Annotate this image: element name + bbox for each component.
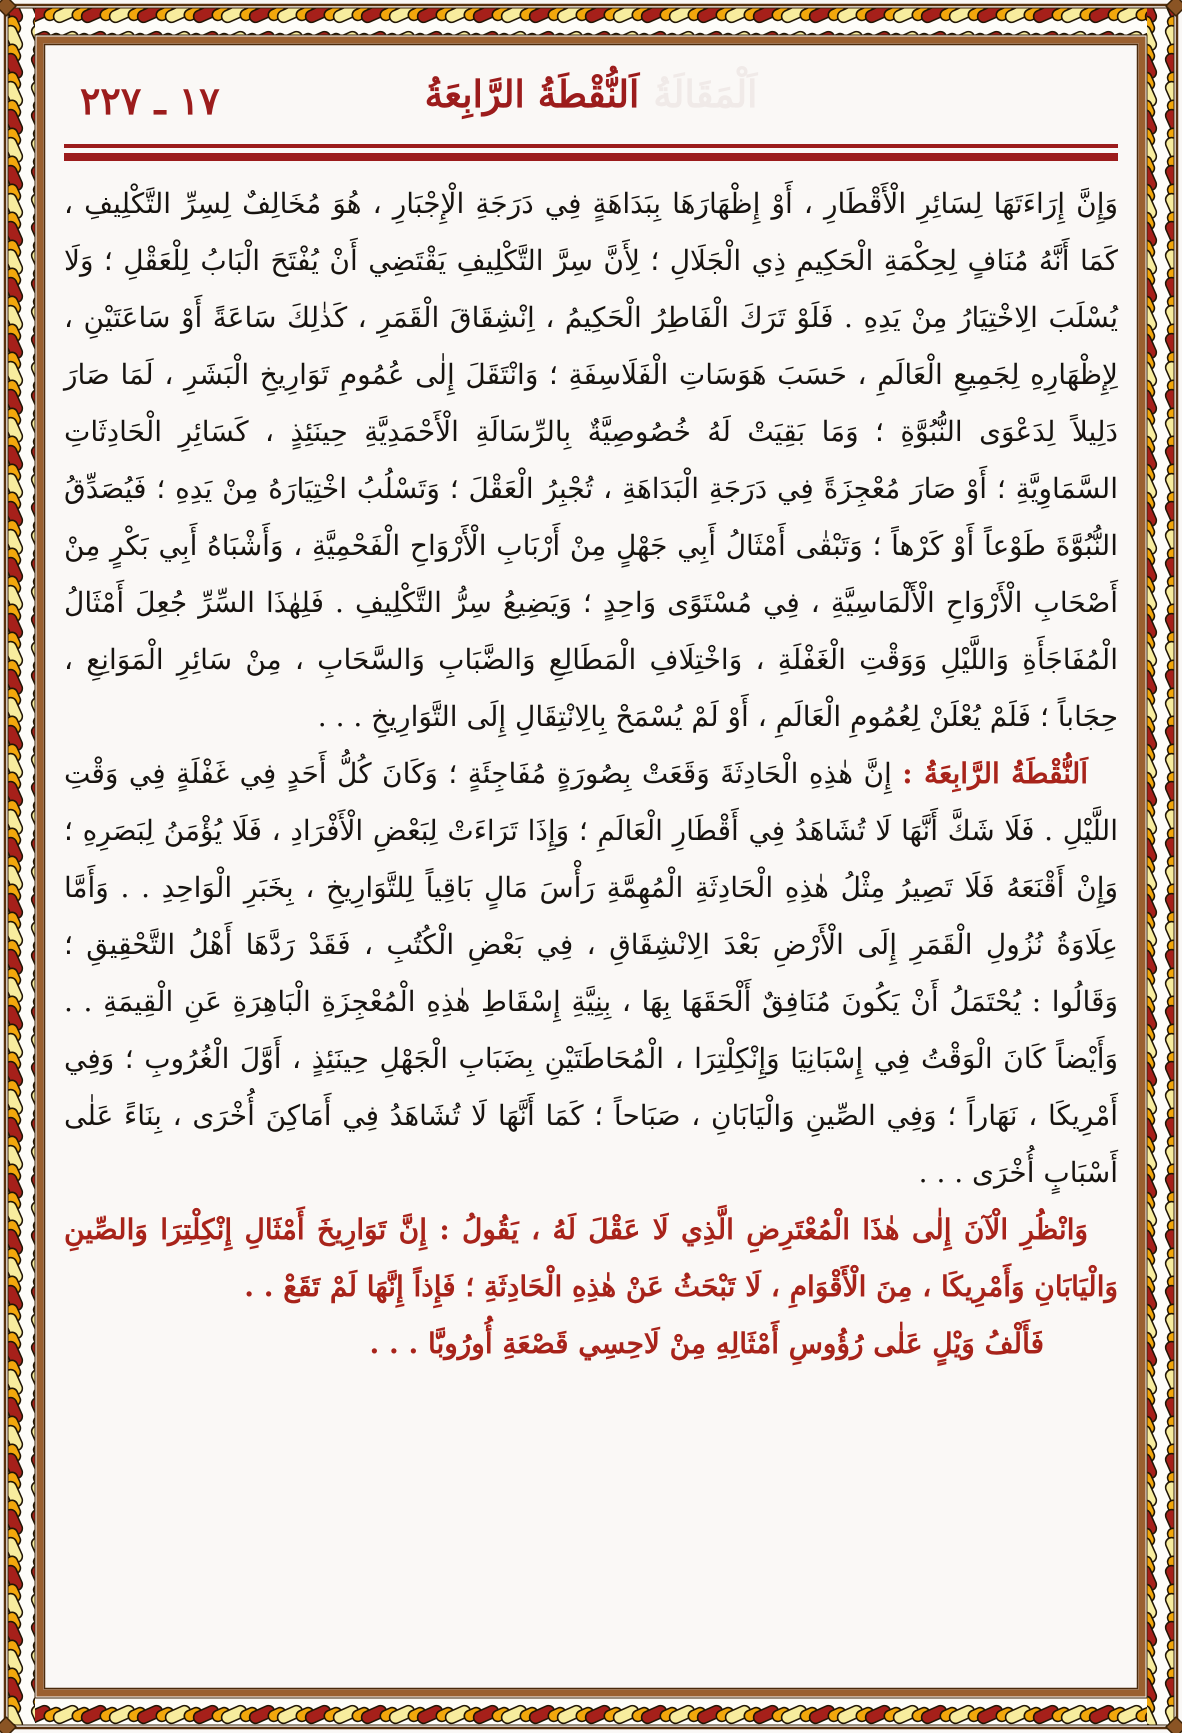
ghost-chapter-label: اَلْمَقَالَةُ [653,72,758,116]
divider-rule-thin [64,144,1118,148]
page-title [64,48,1118,116]
paragraph-2 [64,745,1118,1201]
page-header [64,48,1118,140]
header-divider [64,144,1118,161]
paragraph-1: وَإِنَّ إِرَاءَتَهَا لِسَائِرِ الْأَقْطَارِ ، أَوْ إِظْهَارَهَا بِبَدَاهَةٍ فِي دَرَجَةِ الْإِجْبَارِ ، هُوَ مُخَالِفٌ لِسِرِّ التَّكْلِيفِ ، كَمَا أَنَّهُ مُنَافٍ لِحِكْمَةِ الْحَكِيمِ ذِي الْجَلَالِ ؛ لِأَنَّ سِرَّ التَّكْلِيفِ يَقْتَضِي أَنْ يُفْتَحَ الْبَابُ لِلْعَقْلِ ؛ وَلَا يُسْلَبَ الِاخْتِيَارُ مِنْ يَدِهِ . فَلَوْ تَرَكَ الْفَاطِرُ الْحَكِيمُ ، اِنْشِقَاقَ الْقَمَرِ ، كَذٰلِكَ سَاعَةً أَوْ سَاعَتَيْنِ ، لِإِظْهَارِهِ لِجَمِيعِ الْعَالَمِ ، حَسَبَ هَوَسَاتِ الْفَلَاسِفَةِ ؛ وَانْتَقَلَ إِلٰى عُمُومِ تَوَارِيخِ الْبَشَرِ ، لَمَا صَارَ دَلِيلاً لِدَعْوَى النُّبُوَّةِ ؛ وَمَا بَقِيَتْ لَهُ خُصُوصِيَّةٌ بِالرِّسَالَةِ الْأَحْمَدِيَّةِ حِينَئِذٍ ، كَسَائِرِ الْحَادِثَاتِ السَّمَاوِيَّةِ ؛ أَوْ صَارَ مُعْجِزَةً فِي دَرَجَةِ الْبَدَاهَةِ ، تُجْبِرُ الْعَقْلَ ؛ وَتَسْلُبُ اخْتِيَارَهُ مِنْ يَدِهِ ؛ فَيُصَدِّقُ النُّبُوَّةَ طَوْعاً أَوْ كَرْهاً ؛ وَتَبْقٰى أَمْثَالُ أَبِي جَهْلٍ مِنْ أَرْبَابِ الْأَرْوَاحِ الْفَحْمِيَّةِ ، وَأَشْبَاهُ أَبِي بَكْرٍ مِنْ أَصْحَابِ الْأَرْوَاحِ الْأَلْمَاسِيَّةِ ، فِي مُسْتَوًى وَاحِدٍ ؛ وَيَضِيعُ سِرُّ التَّكْلِيفِ . فَلِهٰذَا السِّرِّ جُعِلَ أَمْثَالُ الْمُفَاجَأَةِ وَاللَّيْلِ وَوَقْتِ الْغَفْلَةِ ، وَاخْتِلَافِ الْمَطَالِعِ وَالضَّبَابِ وَالسَّحَابِ ، مِنْ سَائِرِ الْمَوَانِعِ ، حِجَاباً ؛ فَلَمْ يُعْلَنْ لِعُمُومِ الْعَالَمِ ، أَوْ لَمْ يُسْمَحْ بِالِانْتِقَالِ إِلَى التَّوَارِيخِ . . . [64,187,1119,733]
page-number: ١٧ ـ ٢٢٧ [80,78,220,123]
body-text [64,175,1118,1372]
section-title: اَلنُّقْطَةُ الرَّابِعَةُ [424,72,640,116]
paragraph-4-red: فَأَلْفُ وَيْلٍ عَلٰى رُؤُوسِ أَمْثَالِهِ مِنْ لَاحِسِي قَصْعَةِ أُورُوبَّا . . . [369,1327,1044,1360]
page-content [50,48,1132,1683]
paragraph-3-red: وَانْظُرِ الْآنَ إِلٰى هٰذَا الْمُعْتَرِضِ الَّذِي لَا عَقْلَ لَهُ ، يَقُولُ : إِنَّ تَوَارِيخَ أَمْثَالِ إِنْكِلْتِرَا وَالصِّينِ وَالْيَابَانِ وَأَمْرِيكَا ، مِنَ الْأَقْوَامِ ، لَا تَبْحَثُ عَنْ هٰذِهِ الْحَادِثَةِ ؛ فَإِذاً إِنَّهَا لَمْ تَقَعْ . . [64,1213,1118,1303]
divider-rule-thick [64,153,1118,161]
paragraph-2-body: إِنَّ هٰذِهِ الْحَادِثَةَ وَقَعَتْ بِصُورَةٍ مُفَاجِئَةٍ ؛ وَكَانَ كُلُّ أَحَدٍ فِي غَفْلَةٍ فِي وَقْتِ اللَّيْلِ . فَلَا شَكَّ أَنَّهَا لَا تُشَاهَدُ فِي أَقْطَارِ الْعَالَمِ ؛ وَإِذَا تَرَاءَتْ لِبَعْضِ الْأَفْرَادِ ، فَلَا يُؤْمَنُ لِبَصَرِهِ ؛ وَإِنْ أَقْنَعَهُ فَلَا تَصِيرُ مِثْلُ هٰذِهِ الْحَادِثَةِ الْمُهِمَّةِ رَأْسَ مَالٍ بَاقِياً لِلتَّوَارِيخِ ، بِخَبَرِ الْوَاحِدِ . . وَأَمَّا عِلَاوَةُ نُزُولِ الْقَمَرِ إِلَى الْأَرْضِ بَعْدَ الِانْشِقَاقِ ، فِي بَعْضِ الْكُتُبِ ، فَقَدْ رَدَّهَا أَهْلُ التَّحْقِيقِ ؛ وَقَالُوا : يُحْتَمَلُ أَنْ يَكُونَ مُنَافِقٌ أَلْحَقَهَا بِهَا ، بِنِيَّةِ إِسْقَاطِ هٰذِهِ الْمُعْجِزَةِ الْبَاهِرَةِ عَنِ الْقِيمَةِ . . وَأَيْضاً كَانَ الْوَقْتُ فِي إِسْبَانِيَا وَإِنْكِلْتِرَا ، الْمُحَاطَتَيْنِ بِضَبَابِ الْجَهْلِ حِينَئِذٍ ، أَوَّلَ الْغُرُوبِ ؛ وَفِي أَمْرِيكَا ، نَهَاراً ؛ وَفِي الصِّينِ وَالْيَابَانِ ، صَبَاحاً ؛ كَمَا أَنَّهَا لَا تُشَاهَدُ فِي أَمَاكِنَ أُخْرَى ، بِنَاءً عَلٰى أَسْبَابٍ أُخْرَى . . . [64,757,1118,1189]
fourth-point-heading: اَلنُّقْطَةُ الرَّابِعَةُ : [902,757,1088,790]
